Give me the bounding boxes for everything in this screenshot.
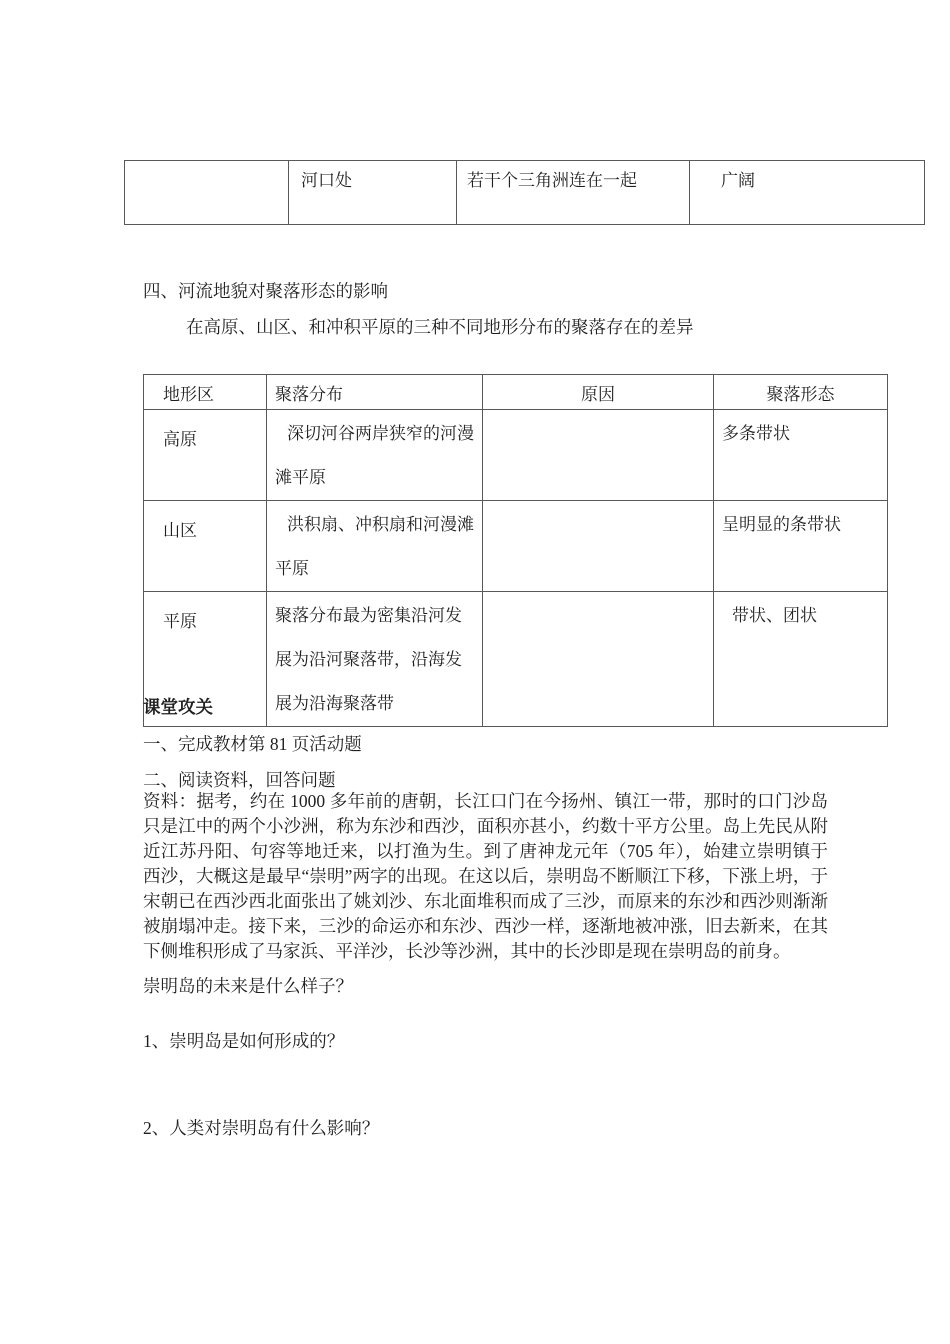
table-cell-location: 河口处 [289, 161, 457, 225]
cell-reason-blank[interactable] [483, 410, 714, 501]
table-cell-extent: 广阔 [690, 161, 925, 225]
header-form: 聚落形态 [714, 375, 888, 410]
table-row-plateau [144, 410, 888, 501]
section-four-subtitle: 在高原、山区、和冲积平原的三种不同地形分布的聚落存在的差异 [186, 317, 694, 337]
question-two: 2、人类对崇明岛有什么影响？ [143, 1118, 380, 1138]
cell-distribution: 洪积扇、冲积扇和河漫滩平原 [267, 501, 483, 592]
table-row-mountain [144, 501, 888, 592]
section-four-title: 四、河流地貌对聚落形态的影响 [143, 281, 388, 301]
cell-reason-blank[interactable] [483, 501, 714, 592]
cell-distribution: 深切河谷两岸狭窄的河漫滩平原 [267, 410, 483, 501]
header-reason: 原因 [483, 375, 714, 410]
classwork-heading: 课堂攻关 [143, 697, 213, 717]
cell-reason-blank[interactable] [483, 592, 714, 727]
estuary-table [124, 160, 925, 225]
reading-material-paragraph: 资料：据考，约在 1000 多年前的唐朝，长江口门在今扬州、镇江一带，那时的口门沙岛只是江中的两个小沙洲，称为东沙和西沙，面积亦甚小，约数十平方公里。岛上先民从附近江苏丹阳、句容等地迁来，以打渔为生。到了唐神龙元年（705 年），始建立崇明镇于西沙，大概这是最早“崇明”两字的出现。在这以后，崇明岛不断顺江下移，下涨上坍，于宋朝已在西沙西北面张出了姚刘沙、东北面堆积而成了三沙，而原来的东沙和西沙则渐渐被崩塌冲走。接下来，三沙的命运亦和东沙、西沙一样，逐渐地被冲涨，旧去新来，在其下侧堆积形成了马家浜、平洋沙，长沙等沙洲，其中的长沙即是现在崇明岛的前身。 [143, 791, 828, 961]
question-one: 1、崇明岛是如何形成的？ [143, 1031, 345, 1051]
table-header-row [144, 375, 888, 410]
cell-form: 多条带状 [714, 410, 888, 501]
table-cell-empty[interactable] [125, 161, 289, 225]
classwork-task-one: 一、完成教材第 81 页活动题 [143, 734, 362, 754]
cell-form: 呈明显的条带状 [714, 501, 888, 592]
table-cell-description: 若干个三角洲连在一起 [457, 161, 690, 225]
future-question: 崇明岛的未来是什么样子？ [143, 976, 353, 996]
cell-region: 山区 [144, 501, 267, 592]
cell-distribution: 聚落分布最为密集沿河发展为沿河聚落带，沿海发展为沿海聚落带 [267, 592, 483, 727]
table-row [125, 161, 925, 225]
cell-region: 高原 [144, 410, 267, 501]
cell-form: 带状、团状 [714, 592, 888, 727]
cell-region: 平原 [144, 592, 267, 727]
classwork-task-two: 二、阅读资料，回答问题 [143, 770, 336, 790]
table-row-plain [144, 592, 888, 727]
header-landform: 地形区 [144, 375, 267, 410]
header-distribution: 聚落分布 [267, 375, 483, 410]
settlement-table [143, 374, 888, 727]
